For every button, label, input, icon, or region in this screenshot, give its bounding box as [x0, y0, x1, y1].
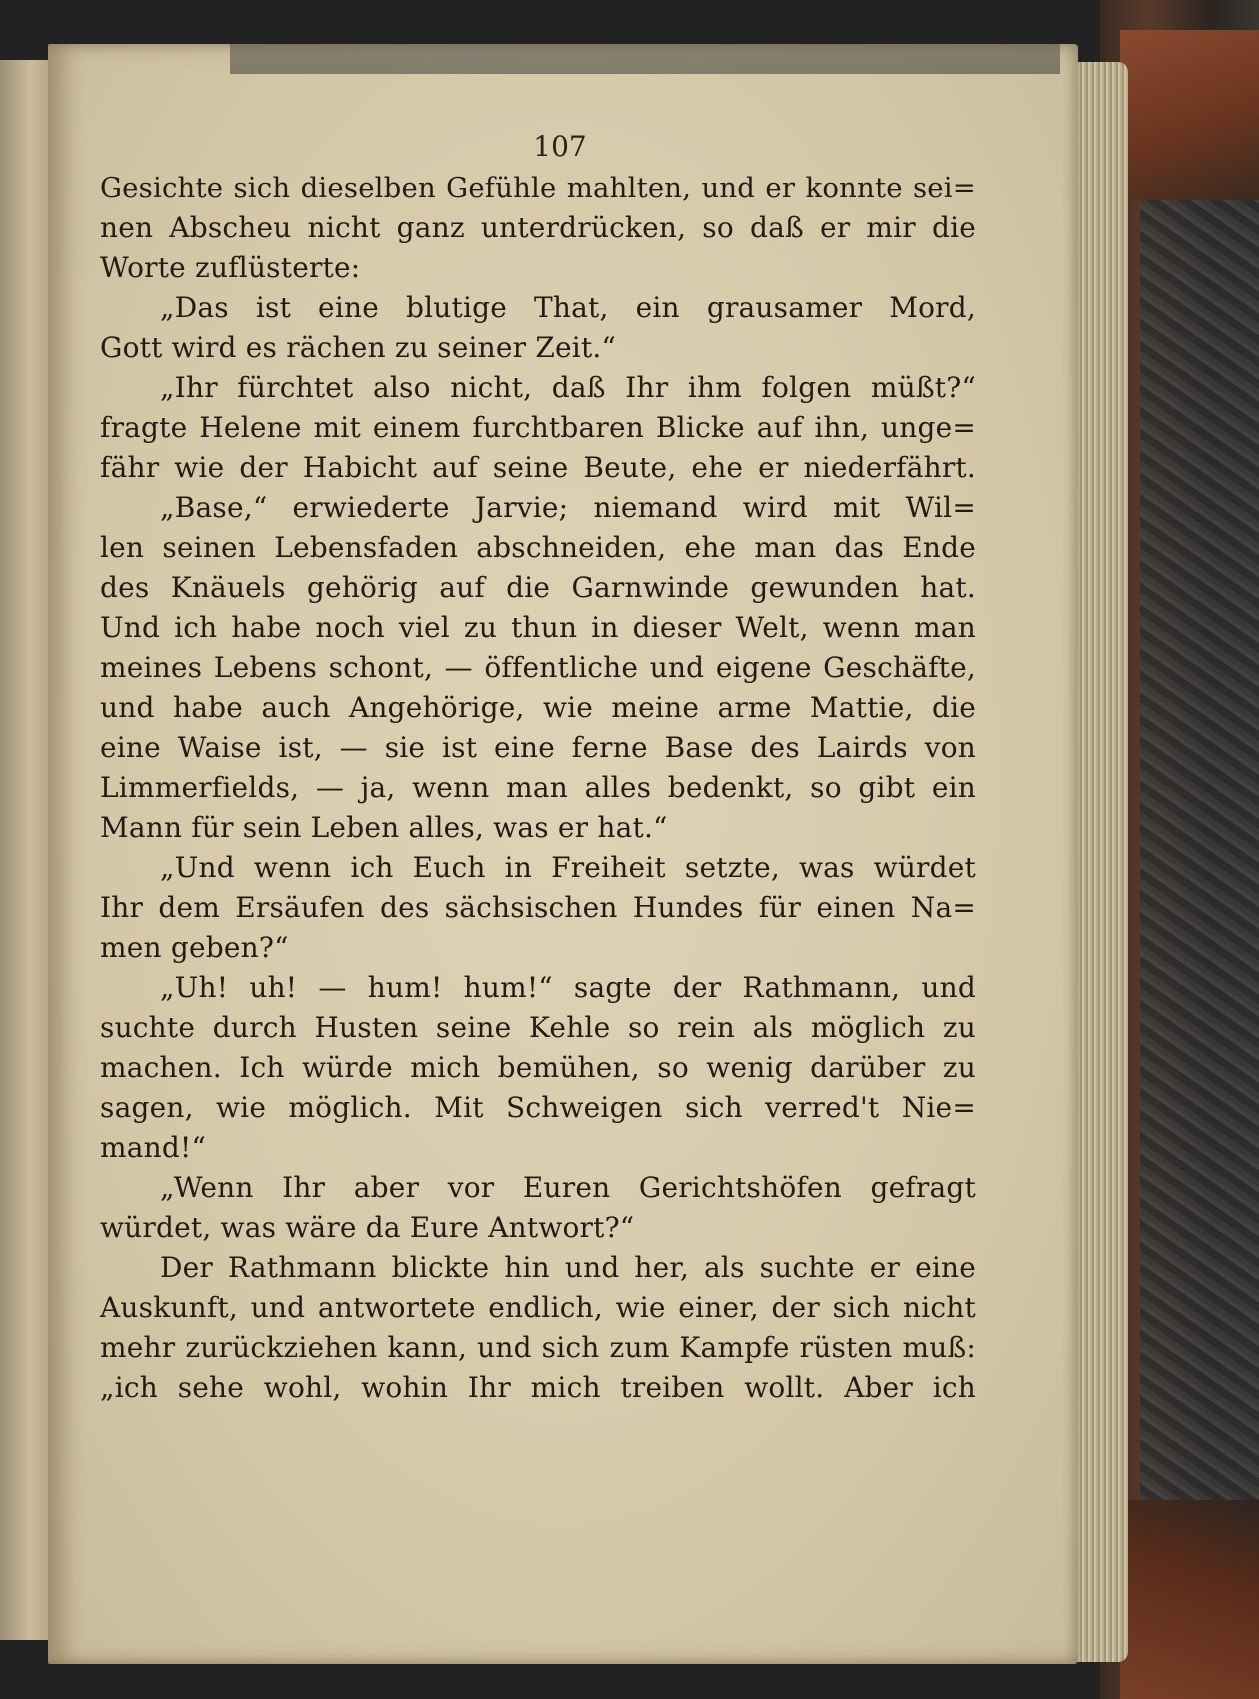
- text-line: len seinen Lebensfaden abschneiden, ehe man das Ende: [100, 531, 976, 564]
- text-line: „ich sehe wohl, wohin Ihr mich treiben wollt. Aber ich: [100, 1371, 976, 1404]
- text-line: „Base,“ erwiederte Jarvie; niemand wird mit Wil=: [160, 491, 976, 524]
- text-line: Worte zuflüsterte:: [100, 251, 361, 284]
- facing-page-edge: [0, 60, 50, 1640]
- text-line: machen. Ich würde mich bemühen, so wenig darüber zu: [100, 1051, 976, 1084]
- text-line: und habe auch Angehörige, wie meine arme Mattie, die: [100, 691, 976, 724]
- leather-corner-bottom: [1120, 1500, 1259, 1699]
- text-line: mand!“: [100, 1131, 206, 1164]
- text-line: „Das ist eine blutige That, ein grausamer Mord,: [160, 291, 976, 324]
- text-line: Der Rathmann blickte hin und her, als suchte er eine: [160, 1251, 976, 1284]
- text-line: Gott wird es rächen zu seiner Zeit.“: [100, 331, 617, 364]
- marbled-cover: [1140, 200, 1259, 1500]
- text-line: suchte durch Husten seine Kehle so rein als möglich zu: [100, 1011, 976, 1044]
- text-line: meines Lebens schont, — öffentliche und eigene Geschäfte,: [100, 651, 976, 684]
- text-line: „Uh! uh! — hum! hum!“ sagte der Rathmann, und: [160, 971, 976, 1004]
- leather-corner-top: [1120, 30, 1259, 200]
- text-line: des Knäuels gehörig auf die Garnwinde gewunden hat.: [100, 571, 976, 604]
- text-line: men geben?“: [100, 931, 289, 964]
- text-line: mehr zurückziehen kann, und sich zum Kampfe rüsten muß:: [100, 1331, 976, 1364]
- text-line: nen Abscheu nicht ganz unterdrücken, so daß er mir die: [100, 211, 976, 244]
- text-line: Mann für sein Leben alles, was er hat.“: [100, 811, 668, 844]
- text-line: „Wenn Ihr aber vor Euren Gerichtshöfen gefragt: [160, 1171, 976, 1204]
- text-line: Gesichte sich dieselben Gefühle mahlten, und er konnte sei=: [100, 172, 976, 204]
- shadow-band: [230, 44, 1060, 74]
- text-line: „Ihr fürchtet also nicht, daß Ihr ihm folgen müßt?“: [160, 371, 976, 404]
- text-line: eine Waise ist, — sie ist eine ferne Base des Lairds von: [100, 731, 976, 764]
- text-line: fähr wie der Habicht auf seine Beute, ehe er niederfährt.: [100, 451, 976, 484]
- text-line: Und ich habe noch viel zu thun in dieser Welt, wenn man: [100, 611, 976, 644]
- text-line: Ihr dem Ersäufen des sächsischen Hundes für einen Na=: [100, 891, 976, 924]
- text-line: Limmerfields, — ja, wenn man alles bedenkt, so gibt ein: [100, 771, 976, 804]
- text-line: „Und wenn ich Euch in Freiheit setzte, was würdet: [160, 851, 976, 884]
- text-line: sagen, wie möglich. Mit Schweigen sich verred't Nie=: [100, 1091, 976, 1124]
- text-line: fragte Helene mit einem furchtbaren Blicke auf ihn, unge=: [100, 411, 976, 444]
- page-number: 107: [533, 130, 587, 163]
- text-line: würdet, was wäre da Eure Antwort?“: [100, 1211, 635, 1244]
- text-line: Auskunft, und antwortete endlich, wie einer, der sich nicht: [100, 1291, 976, 1324]
